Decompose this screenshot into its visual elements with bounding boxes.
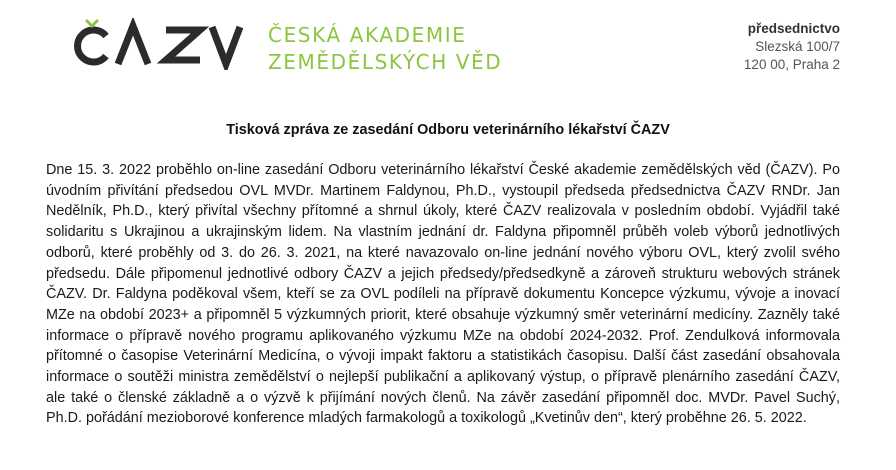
letterhead xyxy=(0,0,896,100)
address-block xyxy=(744,20,840,74)
address-department: předsednictvo xyxy=(747,21,840,36)
address-street: Slezská 100/7 xyxy=(755,39,840,54)
organization-name-line-1: ČESKÁ AKADEMIE xyxy=(268,23,467,47)
organization-name-line-2: ZEMĚDĚLSKÝCH VĚD xyxy=(268,50,503,74)
document-body: Dne 15. 3. 2022 proběhlo on-line zasedání Odboru veterinárního lékařství České akademie zemědělských věd (ČAZV). Po úvodním přivítání předsedou OVL MVDr. Martinem Faldynou, Ph.D., vystoupil předseda předsednictva ČAZV RNDr. Jan Nedělník, Ph.D., který přivítal všechny přítomné a shrnul úkoly, které ČAZV realizovala v posledním období. Vyjádřil také solidaritu s Ukrajinou a ukrajinským lidem. Na vlastním jednání dr. Faldyna připomněl průběh voleb výborů jednotlivých odborů, které proběhly od 3. do 26. 3. 2021, na které navazovalo on-line jednání nového výboru OVL, který zvolil svého předsedu. Dále připomenul jednotlivé odbory ČAZV a jejich předsedy/předsedkyně a zároveň strukturu webových stránek ČAZV. Dr. Faldyna poděkoval všem, kteří se za OVL podíleli na přípravě dokumentu Koncepce výzkumu, vývoje a inovací MZe na období 2023+ a připomněl 5 výzkumných priorit, které obsahuje výzkumný směr veterinární medicíny. Zazněly také informace o přípravě nového programu aplikovaného výzkumu MZe na období 2024-2032. Prof. Zendulková informovala přítomné o časopise Veterinární Medicína, o vývoji impakt faktoru a statistikách časopisu. Další část zasedání obsahovala informace o soutěži ministra zemědělství o nejlepší publikační a aplikovaný výstup, o přípravě plenárního zasedání ČAZV, ale také o členské základně a o výzvě k přijímání nových členů. Na závěr zasedání připomněl doc. MVDr. Pavel Suchý, Ph.D. pořádání mezioborové konference mladých farmakologů a toxikologů „Kvetinův den“, který proběhne 26. 5. 2022. xyxy=(46,162,840,427)
address-city: 120 00, Praha 2 xyxy=(743,57,840,72)
organization-name xyxy=(268,22,528,76)
cazv-logo xyxy=(66,18,248,70)
document-title: Tisková zpráva ze zasedání Odboru veterinárního lékařství ČAZV xyxy=(226,122,670,138)
